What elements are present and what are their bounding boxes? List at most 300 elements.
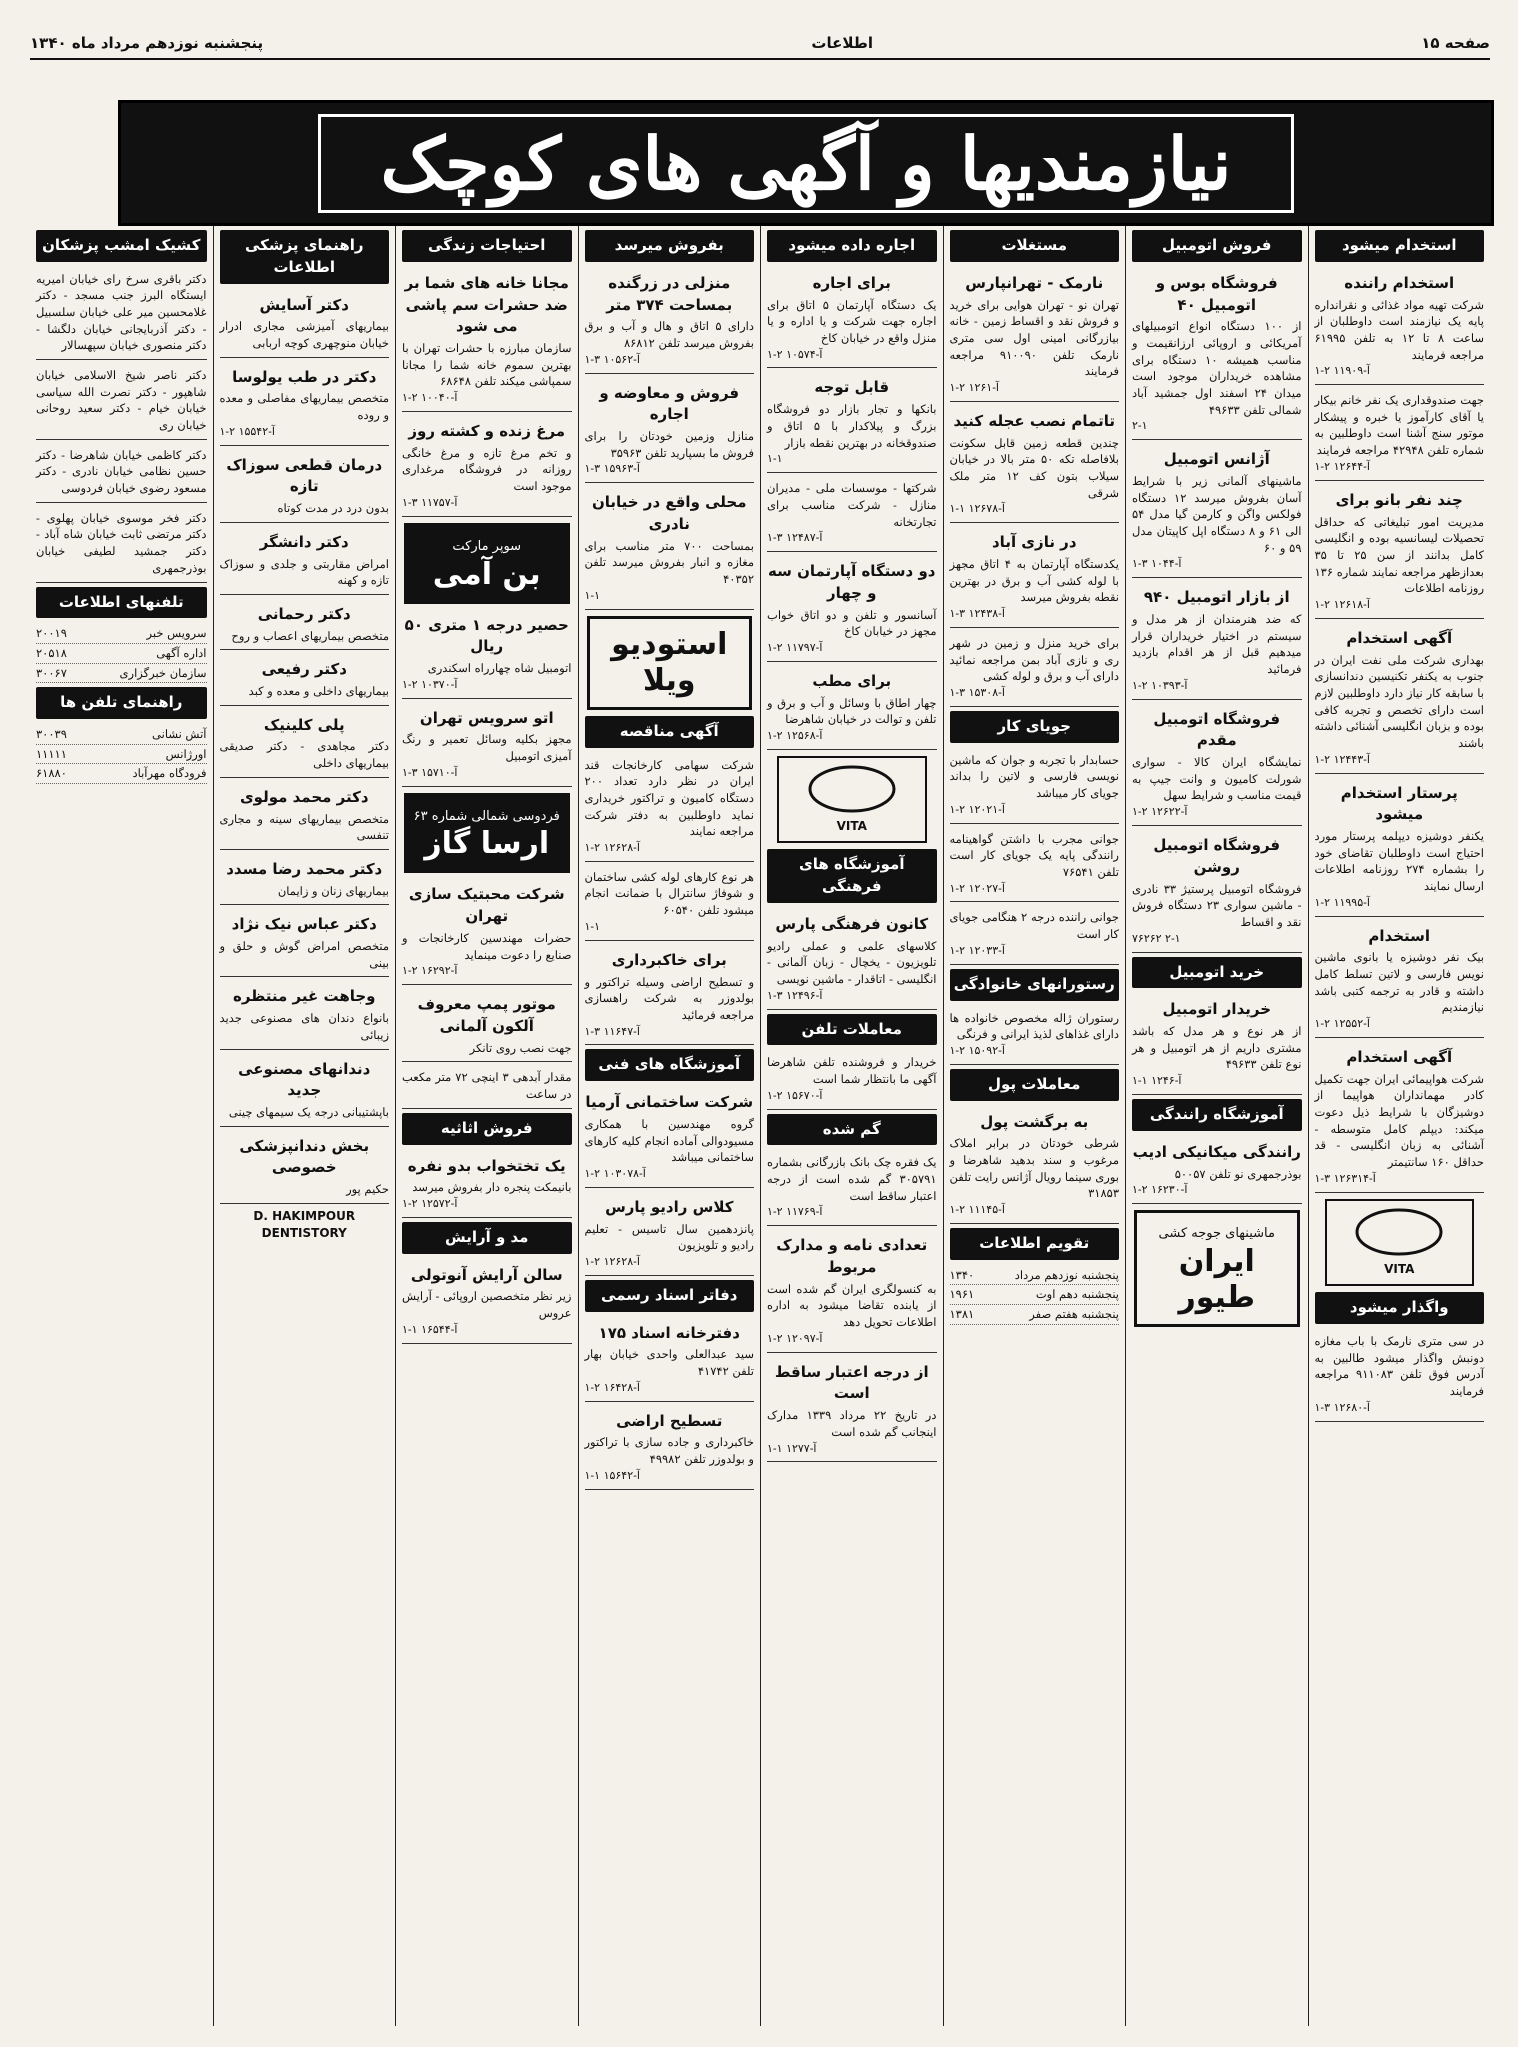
ad-body: متخصص بیماریهای سینه و مجاری تنفسی	[219, 811, 389, 843]
ad-title: به برگشت پول	[980, 1112, 1089, 1131]
classified-ad	[950, 1107, 1120, 1224]
section-heading: احتیاجات زندگی	[402, 230, 572, 262]
section-heading: راهنمای پزشکی اطلاعات	[220, 230, 390, 284]
phone-label: فرودگاه مهرآباد	[132, 766, 207, 781]
ad-code: آ-۱۲۴۸۷ ۳-۱	[767, 531, 823, 545]
classified-ad	[767, 1230, 937, 1352]
classified-ad	[950, 906, 1120, 964]
logo-emblem-icon	[807, 764, 897, 814]
ad-code: آ-۱۲۶۲۸ ۲-۱	[584, 840, 640, 854]
ad-body: مقدار آبدهی ۳ اینچی ۷۲ متر مکعب در ساعت	[402, 1070, 572, 1102]
page-number: صفحه ۱۵	[1421, 34, 1490, 52]
classified-ad	[767, 1357, 937, 1463]
classified-ad	[585, 1192, 755, 1276]
classified-ad	[402, 879, 572, 985]
ad-title: یک تختخواب بدو نفره	[407, 1156, 566, 1175]
phone-value: ۳۰۰۳۹	[36, 727, 67, 742]
ad-body: تهران نو - تهران هوایی برای خرید و فروش نقد و اقساط زمین - خانه بیازرگانی امینی اول سی متری نارمک تلفن ۹۱۰۰۹۰ مراجعه فرمایند	[949, 297, 1119, 379]
banner-title: نیازمندیها و آگهی های کوچک	[318, 114, 1295, 213]
phone-value: ۱۱۱۱۱	[36, 746, 67, 761]
ad-title: آژانس اتومبیل	[1163, 450, 1270, 469]
ad-body: شرطی خودتان در برابر املاک مرغوب و سند بدهید شاهرضا و بوری سینما رویال آژانس رایت تلفن ۳۱۸۵۳	[949, 1136, 1119, 1201]
classified-ad	[220, 1054, 390, 1127]
ad-title: از بازار اتومبیل ۹۴۰	[1143, 588, 1290, 607]
ad-title: پلی کلینیک	[263, 715, 345, 734]
ad-title: دکتر محمد رضا مسدد	[226, 859, 383, 878]
ad-code: آ-۱۲۰۲۱ ۲-۱	[949, 802, 1005, 816]
ad-body: هر نوع کارهای لوله کشی ساختمان و شوفاژ سانترال با ضمانت انجام میشود تلفن ۶۰۵۴۰	[584, 869, 754, 918]
section-heading: آگهی مناقصه	[585, 716, 755, 748]
ad-title: برای مطب	[812, 671, 892, 690]
classified-ad	[402, 1260, 572, 1344]
ad-body: و تخم مرغ تازه و مرغ خانگی روزانه در فروشگاه مرغداری موجود است	[402, 445, 572, 494]
ad-body: اتومبیل شاه چهارراه اسکندری	[427, 661, 572, 675]
ad-title: نارمک - تهرانپارس	[965, 273, 1104, 292]
classified-ad	[585, 866, 755, 941]
section-heading: کشیک امشب پزشکان	[36, 230, 207, 262]
section-heading: آموزشگاه رانندگی	[1132, 1099, 1302, 1131]
ad-title: برای خاکبرداری	[611, 950, 727, 969]
ad-body: دکتر کاظمی خیابان شاهرضا - دکتر حسین نظامی خیابان نادری - دکتر مسعود رضوی خیابان فردوسی	[36, 447, 207, 496]
section-heading: گم شده	[767, 1114, 937, 1146]
phone-value: ۳۰۰۶۷	[36, 665, 67, 680]
classified-ad	[767, 1151, 937, 1226]
ad-body: متخصص بیماریهای مفاصلی و معده و روده	[219, 391, 389, 423]
section-heading: اجاره داده میشود	[767, 230, 937, 262]
phone-label: اورژانس	[165, 746, 207, 761]
classified-ad	[220, 909, 390, 977]
logo-text: VITA	[1384, 1261, 1415, 1276]
phone-label: سازمان خبرگزاری	[119, 665, 207, 680]
classified-ad	[767, 1051, 937, 1109]
phone-value: ۲۰۰۱۹	[36, 626, 67, 641]
classified-ad	[220, 362, 390, 446]
ad-body: نمایشگاه ایران کالا - سواری شورلت کامیون و وانت جیپ به قیمت مناسب و شرایط سهل	[1132, 755, 1302, 803]
classified-ad	[585, 1087, 755, 1188]
ad-title: کانون فرهنگی پارس	[775, 914, 929, 933]
classified-ad	[950, 632, 1120, 707]
ad-code: آ-۱۶۴۲۸ ۲-۱	[584, 1380, 640, 1394]
ad-code: آ-۱۲۶۲۲ ۲-۱	[1132, 805, 1188, 819]
ad-title: دکتر رحمانی	[257, 604, 351, 623]
ad-title: رانندگی میکانیکی ادیب	[1132, 1142, 1301, 1161]
ad-body: یکدستگاه آپارتمان به ۴ اتاق مجهز با لوله کشی آب و برق در بهترین نقطه بفروش میرسد	[949, 556, 1119, 605]
phone-row	[950, 1285, 1120, 1305]
phone-label: اداره آگهی	[156, 645, 207, 660]
ad-code: آ-۱۱۷۶۹ ۲-۱	[767, 1205, 823, 1219]
phone-label: پنجشنبه دهم اوت	[1035, 1287, 1119, 1302]
ad-body: بیماریهای آمیزشی مجاری ادرار خیابان منوچهری کوچه اربابی	[219, 319, 389, 350]
ad-title: دندانهای مصنوعی جدید	[238, 1059, 371, 1100]
classified-ad	[1132, 582, 1302, 699]
ad-code: آ-۱۰۵۷۴ ۲-۱	[767, 347, 823, 361]
column-7	[213, 226, 396, 2026]
display-ad-title: ایران طیور	[1178, 1243, 1256, 1315]
ad-code: آ-۱۵۶۷۰ ۲-۱	[767, 1088, 823, 1102]
classified-ad	[1315, 485, 1485, 619]
section-heading: تقویم اطلاعات	[950, 1228, 1120, 1260]
classified-ad	[220, 981, 390, 1049]
column-5	[578, 226, 761, 2026]
ad-body: حکیم پور	[346, 1182, 389, 1197]
ad-title: دکتر محمد مولوی	[239, 787, 369, 806]
classified-ad	[220, 654, 390, 705]
ad-body: شرکتها - موسسات ملی - مدیران منازل - شرکت مناسب برای تجارتخانه	[767, 481, 937, 529]
phone-row	[950, 1266, 1120, 1286]
classified-ad	[220, 854, 390, 905]
section-heading: جویای کار	[950, 711, 1120, 743]
section-heading: آموزشگاه های فنی	[585, 1049, 755, 1081]
ad-title: دکتر عباس نیک نژاد	[231, 915, 377, 934]
ad-code: آ-۱۵۹۶۳ ۳-۱	[584, 462, 640, 476]
classified-ad	[1315, 268, 1485, 385]
ad-code: ۱-۱	[584, 919, 601, 933]
ad-code: آ-۱۲۰۲۷ ۲-۱	[949, 881, 1005, 895]
ad-title: در نازی آباد	[991, 533, 1077, 552]
ad-body: برای خرید منزل و زمین در شهر ری و نازی آباد بمن مراجعه نمائید دارای آب و برق و لوله کشی	[949, 635, 1119, 684]
display-ad	[587, 616, 753, 710]
ad-code: ۱-۱	[584, 588, 601, 602]
ad-code: آ-۱۱۹۰۹ ۲-۱	[1314, 364, 1370, 378]
ad-code: آ-۱۲۴۳۸ ۳-۱	[949, 606, 1005, 620]
classified-ad	[220, 710, 390, 778]
ad-body: در سی متری نارمک با باب مغازه دونبش واگذار میشود طالبین به آدرس فوق تلفن ۹۱۱۰۸۳ مراجعه فرمایند	[1314, 1333, 1484, 1398]
ad-code: آ-۱۰۳۹۳ ۲-۱	[1132, 678, 1188, 692]
ad-code: آ-۱۰۰۴۰ ۲-۱	[402, 391, 458, 405]
vita-logo	[777, 756, 927, 843]
ad-body: خاکبرداری و جاده سازی با تراکتور و بولدوزر تلفن ۴۹۹۸۲	[584, 1435, 754, 1467]
ad-body: خریدار و فروشنده تلفن شاهرضا آگهی ما بانتظار شما است	[767, 1055, 937, 1086]
classified-ad	[950, 406, 1120, 523]
issue-date: پنجشنبه نوزدهم مرداد ماه ۱۳۴۰	[30, 34, 264, 52]
classified-ad	[585, 378, 755, 484]
section-heading: خرید اتومبیل	[1132, 957, 1302, 989]
ad-body: چندین قطعه زمین قابل سکونت بلافاصله تکه ۵۰ متر بالا در خیابان سیلاب بتون کف ۱۲ متر ملک شرقی	[949, 435, 1119, 500]
classified-ad	[402, 1151, 572, 1218]
ad-body: کلاسهای علمی و عملی رادیو تلویزیون - یخچال - زبان آلمانی - انگلیسی - اتاقدار - ماشین نویسی	[767, 938, 937, 986]
display-ad-title: ارسا گاز	[424, 826, 550, 862]
classified-ad	[585, 754, 755, 862]
ad-code: آ-۱۲۶۲۸ ۲-۱	[584, 1255, 640, 1269]
ad-body: دارای ۵ اتاق و هال و آب و برق بفروش میرسد تلفن ۸۶۸۱۲	[584, 319, 754, 350]
column-1	[1308, 226, 1491, 2026]
ad-title: فروشگاه اتومبیل روشن	[1153, 836, 1281, 876]
section-heading: تلفنهای اطلاعات	[36, 587, 207, 619]
ad-body: جوانی راننده درجه ۲ هنگامی جویای کار است	[949, 910, 1120, 942]
ad-code: آ-۱۲۵۵۲ ۲-۱	[1314, 1017, 1370, 1031]
classified-ad	[767, 666, 937, 750]
ad-title: سالن آرایش آنوتولی	[410, 1265, 563, 1284]
ad-body: یک دستگاه آپارتمان ۵ اتاق برای اجاره جهت شرکت و یا اداره و یا منزل واقع در خیابان کاخ	[767, 297, 937, 345]
section-heading: واگذار میشود	[1315, 1292, 1485, 1324]
classified-ad	[1132, 830, 1302, 952]
column-8	[30, 226, 213, 2026]
phone-label: سرویس خبر	[146, 626, 207, 641]
ad-body: چهار اطاق با وسائل و آب و برق و تلفن و توالت در خیابان شاهرضا	[767, 695, 937, 727]
ad-body: سازمان مبارزه با حشرات تهران با بهترین سموم خانه شما را مجانا سمپاشی میکند تلفن ۶۸۶۴۸	[402, 341, 572, 389]
ad-code: آ-۱۵۵۴۲ ۲-۱	[219, 424, 275, 438]
display-ad-sub: فردوسی شمالی شماره ۶۳	[413, 808, 560, 824]
classified-ad	[402, 416, 572, 517]
ad-title: حصیر درجه ۱ متری ۵۰ ریال	[404, 615, 569, 656]
ad-code: آ-۱۲۵۶۸ ۲-۱	[767, 728, 823, 742]
ad-title: استخدام	[1368, 926, 1431, 945]
ad-title: مجانا خانه های شما بر ضد حشرات سم پاشی می شود	[404, 273, 569, 336]
ad-body: بمساحت ۷۰۰ متر مناسب برای مغازه و انبار بفروش میرسد تلفن ۴۰۳۵۲	[584, 538, 754, 587]
section-heading: استخدام میشود	[1315, 230, 1485, 262]
ad-body: از هر نوع و هر مدل که باشد مشتری داریم از هر اتومبیل و هر نوع تلفن ۴۹۶۳۳	[1132, 1024, 1302, 1072]
ad-title: آگهی استخدام	[1346, 1048, 1453, 1067]
ad-title: پرستار استخدام میشود	[1340, 783, 1458, 824]
english-name: D. HAKIMPOUR DENTISTORY	[253, 1208, 356, 1241]
section-heading: مستغلات	[950, 230, 1120, 262]
ad-body: گروه مهندسین با همکاری مسیودوالی آماده انجام کلیه کارهای ساختمانی میباشد	[584, 1116, 754, 1165]
classified-ad	[402, 1066, 572, 1108]
phone-value: ۶۱۸۸۰	[36, 766, 67, 781]
ad-code: آ-۱۲۰۳۳ ۲-۱	[949, 943, 1005, 957]
classified-ad	[402, 989, 572, 1062]
ad-title: محلی واقع در خیابان نادری	[591, 493, 747, 534]
section-heading: رستورانهای خانوادگی	[950, 969, 1120, 1001]
ad-code: آ-۱۲۶۳۱۴ ۳-۱	[1314, 1171, 1376, 1185]
ad-title: دکتر دانشگر	[259, 532, 349, 551]
ad-title: تسطیح اراضی	[616, 1411, 723, 1430]
ad-body: جوانی مجرب با داشتن گواهینامه رانندگی پایه یک جویای کار است تلفن ۷۶۵۴۱	[949, 831, 1119, 879]
ad-code: آ-۱۲۴۶ ۱-۱	[1132, 1074, 1182, 1088]
column-6	[395, 226, 578, 2026]
section-heading: فروش اثاثیه	[402, 1113, 572, 1145]
classified-ad	[220, 290, 390, 358]
classified-ad	[402, 610, 572, 699]
ad-title: آگهی استخدام	[1346, 628, 1453, 647]
ad-body: بهداری شرکت ملی نفت ایران در جنوب به یکنفر تکنیسین دندانسازی با سابقه کار نیاز دارد داوطلبین لازم است دارای تخصص و تجربه کافی بوده و بزبان انگلیسی آشنائی داشته باشند	[1314, 652, 1484, 750]
section-heading: راهنمای تلفن ها	[36, 687, 207, 719]
ad-code: آ-۱۵۷۱۰ ۳-۱	[402, 765, 458, 779]
phone-value: ۱۳۸۱	[949, 1307, 975, 1322]
display-ad	[404, 523, 570, 604]
classified-ad	[950, 828, 1120, 903]
phone-row	[36, 624, 207, 644]
section-heading: فروش اتومبیل	[1132, 230, 1302, 262]
classified-ad	[950, 527, 1120, 628]
classified-ad	[585, 1318, 755, 1402]
ad-title: برای اجاره	[812, 273, 891, 292]
ad-code: ۱-۱	[767, 452, 783, 466]
ad-body: حضرات مهندسین کارخانجات و صنایع را دعوت مینماید	[402, 930, 572, 962]
classified-ad	[220, 450, 390, 523]
classified-ad	[767, 909, 937, 1010]
ad-body: امراض مقاربتی و جلدی و سوزاک تازه و کهنه	[219, 556, 389, 588]
classified-ad	[1315, 1330, 1485, 1422]
section-banner	[118, 100, 1494, 226]
ad-body: بانیمکت پنجره دار بفروش میرسد	[412, 1180, 572, 1195]
ad-code: آ-۱۵۰۹۲ ۲-۱	[949, 1043, 1005, 1057]
classified-ad	[1315, 623, 1485, 774]
ad-code: آ-۱۲۷۷ ۱-۱	[767, 1441, 817, 1455]
section-heading: مد و آرایش	[402, 1222, 572, 1254]
ad-body: بانکها و تجار بازار دو فروشگاه بزرگ و پیلاکدار با ۵ اتاق و صندوقخانه در بهترین نقطه بازار	[767, 402, 937, 450]
column-2	[1125, 226, 1308, 2026]
classified-ad	[950, 1007, 1120, 1065]
display-ad	[404, 793, 570, 874]
ad-title: دکتر در طب یولوسا	[232, 367, 377, 386]
ad-title: قابل توجه	[814, 378, 890, 397]
ad-body: دکتر فخر موسوی خیابان پهلوی - دکتر مرتضی ثابت خیابان شاه آباد - دکتر جمشید لطیفی خیابان بوذرجمهری	[36, 510, 207, 575]
classified-ad	[36, 507, 207, 583]
phone-row	[36, 745, 207, 765]
ad-body: جهت نصب روی تانکر	[469, 1040, 572, 1055]
ad-code: آ-۱۵۶۴۲ ۱-۱	[584, 1468, 640, 1482]
classified-ad	[585, 268, 755, 374]
classified-ad	[220, 527, 390, 595]
ad-body: دکتر مجاهدی - دکتر صدیقی بیماریهای داخلی	[219, 739, 389, 771]
ad-title: فروش و معاوضه و اجاره	[599, 383, 740, 424]
classified-ad	[220, 782, 390, 850]
ad-code: آ-۱۲۴۹۶ ۳-۱	[767, 988, 823, 1002]
ad-body: شرکت هواپیمائی ایران جهت تکمیل کادر مهمانداران هواپیما از دوشیزگان با شرایط ذیل دعوت میکند: دیپلم کامل متوسطه - آشنائی به زبان انگلیسی - قد حداقل ۱۶۰ سانتیمتر	[1314, 1071, 1484, 1170]
phone-row	[950, 1305, 1120, 1325]
phone-row	[36, 725, 207, 745]
ad-title: شرکت ساختمانی آرمیا	[585, 1093, 754, 1112]
ad-code: آ-۱۶۲۹۲ ۲-۱	[402, 964, 458, 978]
ad-title: درمان قطعی سوزاک تازه	[226, 455, 383, 496]
ad-title: بخش دندانپزشکی خصوصی	[239, 1136, 370, 1177]
ad-title: استخدام راننده	[1344, 273, 1455, 292]
phone-value: ۱۹۶۱	[949, 1287, 975, 1302]
ad-body: ماشینهای آلمانی زیر با شرایط آسان بفروش میرسد ۱۲ دستگاه فولکس واگن و کارمن گیا مدل ۵۴ الی ۶۱ و ۸ دستگاه اپل کاپیتان مدل ۵۹ و ۶۰	[1132, 473, 1302, 555]
classified-ad	[585, 945, 755, 1046]
ad-body: رستوران ژاله مخصوص خانواده ها دارای غذاهای لذیذ ایرانی و فرنگی	[949, 1010, 1119, 1042]
ad-code: آ-۱۶۲۳۰ ۲-۱	[1132, 1183, 1188, 1197]
ad-code: آ-۱۰۳۰۷۸ ۲-۱	[584, 1166, 646, 1180]
ad-code: آ-۱۲۶۱ ۲-۱	[949, 380, 999, 394]
ad-code: آ-۱۲۴۴۳ ۲-۱	[1314, 752, 1370, 766]
section-heading: معاملات پول	[950, 1069, 1120, 1101]
ad-title: دفترخانه اسناد ۱۷۵	[598, 1323, 740, 1342]
classified-ad	[950, 268, 1120, 402]
page-header	[30, 28, 1490, 60]
section-heading: آموزشگاه های فرهنگی	[767, 849, 937, 903]
ad-body: بدون درد در مدت کوتاه	[277, 501, 389, 516]
ad-body: بیک نفر دوشیزه یا بانوی ماشین نویس فارسی و لاتین تسلط کامل داشته و قادر به ترجمه کتبی باشد نیازمندیم	[1314, 950, 1484, 1015]
ad-code: ۲-۱	[1132, 419, 1148, 433]
ad-body: حسابدار با تجربه و جوان که ماشین نویسی فارسی و لاتین را بداند جویای کار میباشد	[949, 752, 1119, 800]
classified-ad	[950, 749, 1120, 824]
classified-ad	[220, 599, 390, 650]
phone-value: ۱۳۴۰	[949, 1267, 975, 1282]
ad-body: منازل وزمین خودتان را برای فروش ما بسپارید تلفن ۳۵۹۶۳	[584, 429, 754, 460]
phone-value: ۲۰۵۱۸	[36, 645, 67, 660]
classified-ad	[1132, 704, 1302, 826]
ad-code: آ-۱۱۶۴۷ ۳-۱	[584, 1024, 640, 1038]
classified-ad	[767, 268, 937, 369]
classified-ad	[585, 1406, 755, 1490]
ad-title: دو دستگاه آپارتمان سه و چهار	[768, 562, 936, 602]
display-ad	[1134, 1210, 1300, 1327]
ad-body: بوذرجمهری نو تلفن ۵۰۰۵۷	[1174, 1166, 1302, 1181]
ad-code: آ-۱۱۹۹۵ ۲-۱	[1314, 895, 1370, 909]
classified-ad	[767, 556, 937, 662]
section-heading: بفروش میرسد	[585, 230, 755, 262]
classified-ad	[402, 703, 572, 787]
ad-code: آ-۱۶۵۴۴ ۱-۱	[402, 1322, 458, 1336]
ad-body: بیماریهای داخلی و معده و کبد	[248, 684, 389, 699]
phone-row	[36, 764, 207, 784]
classified-ad	[36, 444, 207, 503]
classified-ad	[1132, 1137, 1302, 1204]
ad-body: متخصص امراض گوش و حلق و بینی	[219, 939, 389, 970]
ad-title: فروشگاه بوس و اتومبیل ۴۰	[1155, 273, 1278, 314]
ad-body: از ۱۰۰ دستگاه انواع اتومبیلهای آمریکائی و اروپائی ارزانقیمت و مناسب همیشه ۱۰ دستگاه برای مشاهده خریداران موجود است میدان ۲۴ اسفند اول جمشید آباد شمالی تلفن ۴۹۶۳۳	[1132, 319, 1302, 417]
ad-code: آ-۱۲۶۸۰ ۳-۱	[1314, 1400, 1370, 1414]
ad-body: در تاریخ ۲۲ مرداد ۱۳۳۹ مدارک اینجانب گم شده است	[767, 1408, 937, 1439]
classified-ad	[1132, 994, 1302, 1095]
ad-code: ۷۶۲۶۲ ۲-۱	[1132, 931, 1181, 945]
ad-body: مجهز بکلیه وسائل تعمیر و رنگ آمیزی اتومبیل	[402, 732, 572, 764]
ad-code: آ-۱۵۳۰۸ ۳-۱	[949, 685, 1005, 699]
ad-body: فروشگاه اتومبیل پرستیژ ۳۳ نادری - ماشین سواری ۲۳ دستگاه فروش نقد و اقساط	[1132, 881, 1302, 929]
ad-body: پانزدهمین سال تاسیس - تعلیم رادیو و تلویزیون	[584, 1221, 754, 1253]
phone-label: پنجشنبه نوزدهم مرداد	[1014, 1267, 1119, 1282]
phone-label: پنجشنبه هفتم صفر	[1029, 1307, 1119, 1322]
ad-title: دکتر آسایش	[259, 295, 349, 314]
display-ad-sub: ماشینهای جوجه کشی	[1158, 1226, 1275, 1242]
classified-ad	[1315, 778, 1485, 917]
ad-code: آ-۱۲۵۷۲ ۲-۱	[402, 1196, 458, 1210]
ad-title: چند نفر بانو برای	[1335, 490, 1463, 509]
ad-code: آ-۱۱۷۵۷ ۳-۱	[402, 495, 458, 509]
ad-body: آسانسور و تلفن و دو اتاق خواب مجهز در خیابان کاخ	[767, 607, 937, 639]
column-3	[943, 226, 1126, 2026]
phone-row	[36, 664, 207, 684]
ad-title: تعدادی نامه و مدارک مربوط	[776, 1236, 928, 1276]
ad-body: و تسطیح اراضی وسیله تراکتور و بولدوزر به شرکت راهسازی مراجعه فرمائید	[584, 974, 754, 1022]
ad-title: اتو سرویس تهران	[419, 708, 554, 727]
ad-title: موتور پمپ معروف آلکون آلمانی	[417, 995, 556, 1036]
ad-body: شرکت سهامی کارخانجات قند ایران در نظر دارد تعداد ۲۰۰ دستگاه کامیون و تراکتور خریداری نماید داوطلبین به دفتر شرکت مراجعه نمایند	[584, 757, 754, 839]
ad-body: یکنفر دوشیزه دیپلمه پرستار مورد احتیاج است داوطلبان تقاضای خود را بشماره ۲۷۴ روزنامه اطلاعات ارسال نمایند	[1314, 829, 1484, 894]
ad-code: آ-۱۰۵۶۲ ۳-۱	[584, 352, 640, 366]
classified-ad	[402, 268, 572, 412]
classified-ad	[1132, 444, 1302, 578]
phone-row	[36, 644, 207, 664]
ad-title: وجاهت غیر منتظره	[232, 987, 376, 1006]
ad-title: تاتمام نصب عجله کنید	[953, 411, 1115, 430]
ad-body: دکتر ناصر شیخ الاسلامی خیابان شاهپور - دکتر نصرت الله سیاسی خیابان خیام - دکتر سعید روحانی خیابان ری	[36, 368, 207, 433]
ad-body: جهت صندوقداری یک نفر خانم بیکار یا آقای کارآموز یا خبره و پیشکار موتور سنج آشنا است داوطلبین به شماره تلفن ۴۲۹۴۸ مراجعه فرمایند	[1314, 393, 1484, 458]
ad-body: مدیریت امور تبلیغاتی که حداقل تحصیلات لیسانسیه بوده و انگلیسی کامل بدانند از سن ۲۵ تا ۳۵ بعدازظهر مراجعه نمایند شماره ۱۳۶ روزنامه اطلاعات	[1314, 514, 1485, 596]
ad-title: از درجه اعتبار ساقط است	[774, 1362, 929, 1403]
ad-body: که ضد هنرمندان از هر مدل و سیستم در اختیار خریداران قرار میدهیم قبل از هر اقدام بازدید فرمائید	[1132, 612, 1302, 677]
classified-ad	[767, 372, 937, 473]
ad-body: بیماریهای زنان و زایمان	[277, 883, 389, 898]
ad-code: آ-۱۲۶۷۸ ۱-۱	[949, 502, 1005, 516]
ad-title: مرغ زنده و کشته روز	[408, 421, 566, 440]
ad-title: دکتر رفیعی	[261, 660, 347, 679]
ad-title: شرکت محبتیک سازی تهران	[408, 885, 565, 926]
ad-code: آ-۱۲۰۹۷ ۲-۱	[767, 1331, 823, 1345]
ad-title: فروشگاه اتومبیل مقدم	[1153, 709, 1281, 750]
ad-body: باپشتیبانی درجه یک سیمهای چینی	[228, 1105, 389, 1120]
section-heading: دفاتر اسناد رسمی	[585, 1280, 755, 1312]
classified-ad	[1315, 389, 1485, 481]
phone-label: آتش نشانی	[152, 727, 207, 742]
ad-body: سید عبدالعلی واحدی خیابان بهار تلفن ۴۱۷۴۲	[584, 1347, 754, 1379]
classified-ad	[767, 477, 937, 552]
classified-ad	[1315, 1042, 1485, 1193]
ad-body: بانواع دندان های مصنوعی جدید زیبائی	[219, 1011, 389, 1042]
classified-ad	[1132, 268, 1302, 440]
